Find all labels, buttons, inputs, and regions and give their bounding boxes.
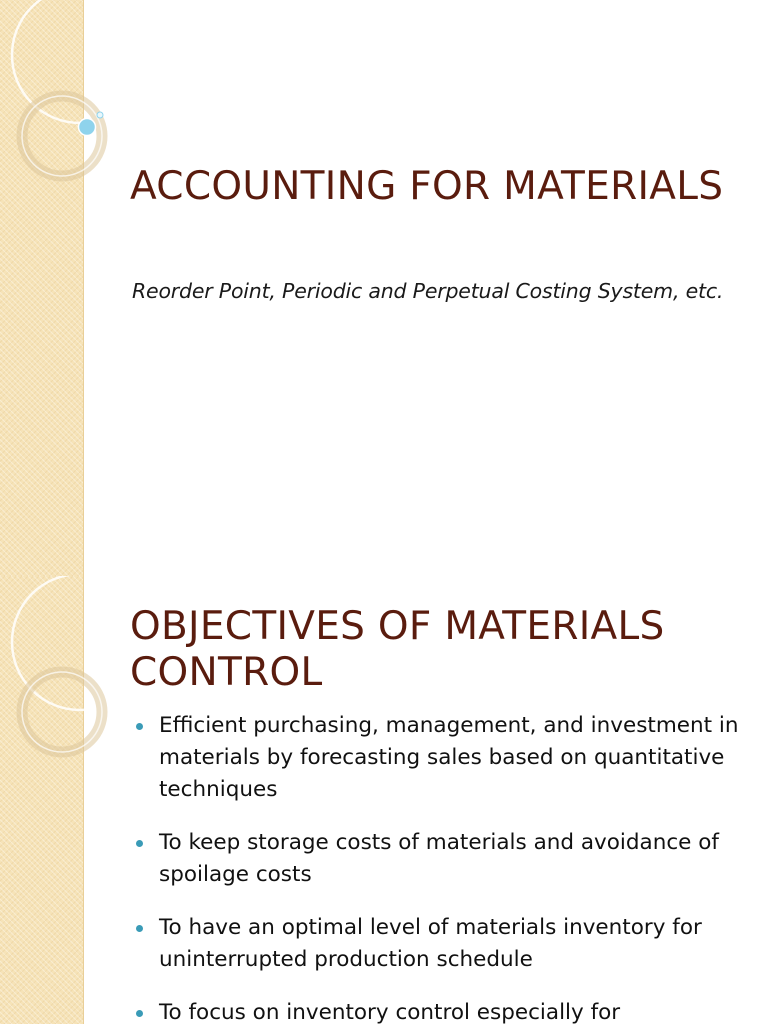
objectives-list xyxy=(136,710,756,1024)
decorative-rings-icon xyxy=(0,0,140,200)
content-slide xyxy=(0,576,768,1024)
slide-subtitle: Reorder Point, Periodic and Perpetual Costing System, etc. xyxy=(132,279,724,303)
list-item xyxy=(136,827,756,891)
list-item-text: To have an optimal level of materials inventory for uninterrupted production schedule xyxy=(159,915,702,972)
list-item-text: To keep storage costs of materials and avoidance of spoilage costs xyxy=(159,830,719,887)
slide-title: ACCOUNTING FOR MATERIALS xyxy=(130,164,724,209)
list-item-text: To focus on inventory control especially for xyxy=(159,1000,621,1024)
bullet-icon xyxy=(136,1010,143,1017)
bubble-icon xyxy=(79,119,96,136)
bullet-icon xyxy=(136,925,143,932)
decorative-rings-icon xyxy=(0,576,140,776)
list-item-text: Efficient purchasing, management, and investment in materials by forecasting sales based on quantitative techniques xyxy=(159,713,739,802)
list-item xyxy=(136,997,756,1024)
list-item xyxy=(136,710,756,806)
bullet-icon xyxy=(136,723,143,730)
list-item xyxy=(136,912,756,976)
bullet-icon xyxy=(136,840,143,847)
slide-title: OBJECTIVES OF MATERIALS CONTROL xyxy=(130,604,665,695)
